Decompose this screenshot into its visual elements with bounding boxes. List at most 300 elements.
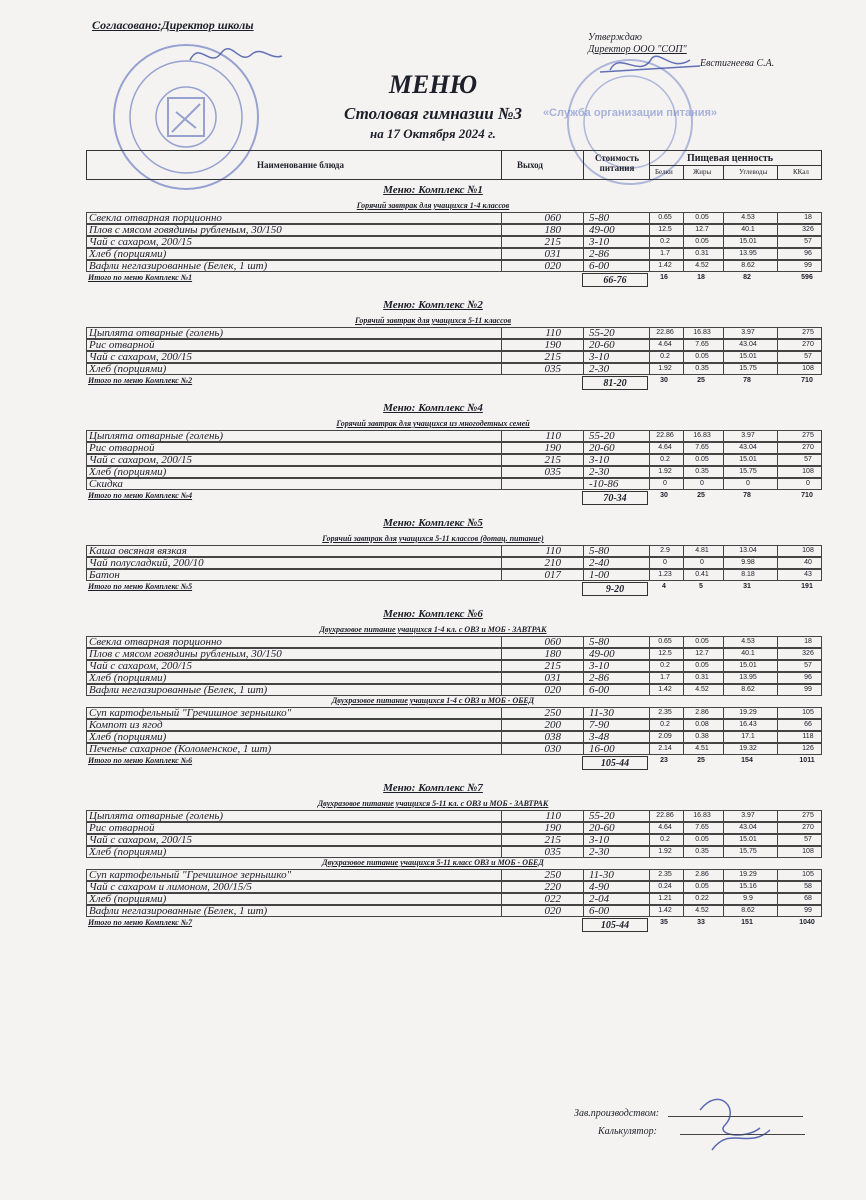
dish-carbs: 40.1 <box>741 226 755 233</box>
dish-protein: 0.24 <box>658 883 672 890</box>
dish-name: Скидка <box>89 478 123 490</box>
cell-divider <box>501 906 502 916</box>
dish-carbs: 19.29 <box>739 871 757 878</box>
dish-price: 20-60 <box>589 339 615 351</box>
dish-output: 017 <box>544 569 561 581</box>
dish-kcal: 270 <box>802 824 814 831</box>
dish-protein: 2.9 <box>660 547 670 554</box>
cell-divider <box>501 237 502 247</box>
dish-carbs: 8.62 <box>741 907 755 914</box>
dish-kcal: 105 <box>802 709 814 716</box>
dish-output: 215 <box>544 454 561 466</box>
dish-name: Плов с мясом говядины рубленым, 30/150 <box>89 648 282 660</box>
dish-price: 11-30 <box>589 707 614 719</box>
dish-row <box>86 869 822 881</box>
dish-fat: 12.7 <box>695 226 709 233</box>
dish-price: 4-90 <box>589 881 610 893</box>
dish-price: 55-20 <box>589 810 615 822</box>
dish-carbs: 15.16 <box>739 883 757 890</box>
dish-name: Чай с сахаром, 200/15 <box>89 454 192 466</box>
cell-divider <box>583 431 584 441</box>
dish-kcal: 108 <box>802 848 814 855</box>
dish-row <box>86 442 822 454</box>
dish-protein: 0.2 <box>660 456 670 463</box>
cell-divider <box>777 673 778 683</box>
cell-divider <box>777 649 778 659</box>
dish-kcal: 326 <box>802 650 814 657</box>
total-protein: 4 <box>662 583 666 590</box>
cell-divider <box>583 708 584 718</box>
total-carbs: 31 <box>743 583 751 590</box>
dish-carbs: 4.53 <box>741 638 755 645</box>
dish-kcal: 275 <box>802 329 814 336</box>
cell-divider <box>501 732 502 742</box>
dish-kcal: 18 <box>804 638 812 645</box>
dish-name: Цыплята отварные (голень) <box>89 810 224 822</box>
cell-divider <box>583 882 584 892</box>
dish-fat: 7.65 <box>695 824 709 831</box>
cell-divider <box>723 455 724 465</box>
dish-kcal: 57 <box>804 456 812 463</box>
cell-divider <box>777 455 778 465</box>
cell-divider <box>777 732 778 742</box>
cell-divider <box>777 708 778 718</box>
page-subtitle: Столовая гимназии №3 <box>343 104 523 123</box>
total-kcal: 191 <box>801 583 813 590</box>
cell-divider <box>777 847 778 857</box>
dish-price: 5-80 <box>589 636 610 648</box>
dish-carbs: 13.95 <box>739 674 757 681</box>
dish-protein: 22.86 <box>656 812 674 819</box>
dish-name: Батон <box>89 569 120 581</box>
dish-row <box>86 719 822 731</box>
cell-divider <box>723 249 724 259</box>
menu-total-row <box>86 273 822 287</box>
menu-total-label: Итого по меню Комплекс №4 <box>88 491 193 500</box>
dish-name: Хлеб (порциями) <box>89 846 167 858</box>
dish-carbs: 15.75 <box>739 848 757 855</box>
dish-kcal: 57 <box>804 353 812 360</box>
cell-divider <box>583 732 584 742</box>
dish-row <box>86 905 822 917</box>
cell-divider <box>501 823 502 833</box>
dish-protein: 2.09 <box>658 733 672 740</box>
menu-total-price: 9-20 <box>582 582 648 596</box>
cell-divider <box>777 744 778 754</box>
dish-name: Вафли неглазированные (Белек, 1 шт) <box>89 260 268 272</box>
dish-name: Чай с сахаром, 200/15 <box>89 236 192 248</box>
dish-name: Рис отварной <box>89 339 155 351</box>
dish-kcal: 99 <box>804 262 812 269</box>
cell-divider <box>777 870 778 880</box>
dish-kcal: 57 <box>804 836 812 843</box>
cell-divider <box>583 558 584 568</box>
group-title: Горячий завтрак для учащихся из многодетных семей <box>336 419 530 428</box>
cell-divider <box>583 467 584 477</box>
dish-fat: 16.83 <box>693 329 711 336</box>
dish-fat: 0.35 <box>695 468 709 475</box>
cell-divider <box>583 637 584 647</box>
dish-price: 2-40 <box>589 557 610 569</box>
cell-divider <box>723 661 724 671</box>
dish-price: 49-00 <box>589 648 615 660</box>
dish-kcal: 270 <box>802 444 814 451</box>
dish-kcal: 66 <box>804 721 812 728</box>
dish-carbs: 15.01 <box>739 456 757 463</box>
cell-divider <box>501 894 502 904</box>
dish-carbs: 15.01 <box>739 238 757 245</box>
cell-divider <box>777 237 778 247</box>
cell-divider <box>777 443 778 453</box>
cell-divider <box>501 225 502 235</box>
cell-divider <box>501 649 502 659</box>
cell-divider <box>723 894 724 904</box>
dish-row <box>86 672 822 684</box>
cell-divider <box>583 479 584 489</box>
menu-total-row <box>86 582 822 596</box>
total-fat: 33 <box>697 919 705 926</box>
dish-output: 031 <box>544 248 561 260</box>
dish-fat: 4.51 <box>695 745 709 752</box>
cell-divider <box>777 906 778 916</box>
dish-price: 7-90 <box>589 719 610 731</box>
dish-protein: 12.5 <box>658 650 672 657</box>
dish-protein: 1.92 <box>658 468 672 475</box>
dish-output: 180 <box>544 648 561 660</box>
dish-protein: 12.5 <box>658 226 672 233</box>
dish-fat: 0.05 <box>695 456 709 463</box>
total-carbs: 78 <box>743 492 751 499</box>
col-carbs: Углеводы <box>739 168 768 176</box>
dish-price: 55-20 <box>589 327 615 339</box>
total-fat: 25 <box>697 377 705 384</box>
cell-divider <box>583 225 584 235</box>
agreed-label: Согласовано:Директор школы <box>92 18 254 32</box>
dish-price: 2-86 <box>589 672 610 684</box>
dish-carbs: 40.1 <box>741 650 755 657</box>
cell-divider <box>777 811 778 821</box>
cell-divider <box>723 637 724 647</box>
cell-divider <box>583 835 584 845</box>
dish-output: 110 <box>545 430 561 442</box>
cell-divider <box>777 249 778 259</box>
dish-kcal: 18 <box>804 214 812 221</box>
cell-divider <box>501 431 502 441</box>
calculator-label: Калькулятор: <box>598 1126 657 1137</box>
dish-price: 3-48 <box>589 731 610 743</box>
cell-divider <box>723 847 724 857</box>
cell-divider <box>583 811 584 821</box>
cell-divider <box>583 364 584 374</box>
dish-price: 3-10 <box>589 351 610 363</box>
dish-protein: 0.2 <box>660 721 670 728</box>
cell-divider <box>501 455 502 465</box>
cell-divider <box>583 906 584 916</box>
cell-divider <box>501 558 502 568</box>
dish-row <box>86 557 822 569</box>
cell-divider <box>501 213 502 223</box>
dish-price: 20-60 <box>589 442 615 454</box>
cell-divider <box>777 352 778 362</box>
dish-kcal: 68 <box>804 895 812 902</box>
group-title: Двухразовое питание учащихся 5-11 класс ОВЗ и МОБ - ОБЕД <box>322 858 544 867</box>
cell-divider <box>777 261 778 271</box>
cell-divider <box>583 823 584 833</box>
dish-row <box>86 212 822 224</box>
dish-kcal: 96 <box>804 250 812 257</box>
dish-name: Компот из ягод <box>89 719 163 731</box>
cell-divider <box>583 546 584 556</box>
dish-protein: 0 <box>663 480 667 487</box>
menu-total-row <box>86 376 822 390</box>
dish-fat: 0.31 <box>695 674 709 681</box>
dish-carbs: 8.18 <box>741 571 755 578</box>
total-protein: 23 <box>660 757 668 764</box>
cell-divider <box>501 570 502 580</box>
cell-divider <box>723 708 724 718</box>
dish-price: 3-10 <box>589 660 610 672</box>
dish-name: Чай полусладкий, 200/10 <box>89 557 204 569</box>
menu-total-row <box>86 918 822 932</box>
menu-total-row <box>86 491 822 505</box>
dish-protein: 1.7 <box>660 674 670 681</box>
cell-divider <box>501 364 502 374</box>
total-protein: 30 <box>660 377 668 384</box>
cell-divider <box>583 894 584 904</box>
cell-divider <box>723 431 724 441</box>
cell-divider <box>777 894 778 904</box>
cell-divider <box>583 261 584 271</box>
menu-total-label: Итого по меню Комплекс №7 <box>88 918 193 927</box>
dish-protein: 1.42 <box>658 686 672 693</box>
dish-price: 6-00 <box>589 905 610 917</box>
cell-divider <box>583 570 584 580</box>
dish-carbs: 19.29 <box>739 709 757 716</box>
dish-name: Хлеб (порциями) <box>89 893 167 905</box>
cell-divider <box>723 225 724 235</box>
dish-name: Вафли неглазированные (Белек, 1 шт) <box>89 684 268 696</box>
dish-row <box>86 834 822 846</box>
dish-name: Каша овсяная вязкая <box>89 545 187 557</box>
cell-divider <box>583 847 584 857</box>
dish-protein: 0.65 <box>658 214 672 221</box>
dish-kcal: 108 <box>802 468 814 475</box>
col-nutrition: Пищевая ценность <box>687 153 774 164</box>
dish-protein: 2.35 <box>658 871 672 878</box>
dish-row <box>86 660 822 672</box>
total-kcal: 710 <box>801 492 813 499</box>
dish-fat: 0.05 <box>695 214 709 221</box>
dish-fat: 0 <box>700 480 704 487</box>
dish-row <box>86 260 822 272</box>
dish-protein: 22.86 <box>656 329 674 336</box>
total-protein: 35 <box>660 919 668 926</box>
cell-divider <box>723 213 724 223</box>
dish-carbs: 15.01 <box>739 353 757 360</box>
dish-row <box>86 846 822 858</box>
dish-carbs: 8.62 <box>741 686 755 693</box>
cell-divider <box>583 455 584 465</box>
col-output: Выход <box>517 160 543 170</box>
dish-output: 190 <box>544 339 561 351</box>
cell-divider <box>501 340 502 350</box>
dish-name: Цыплята отварные (голень) <box>89 327 224 339</box>
dish-name: Чай с сахаром, 200/15 <box>89 351 192 363</box>
dish-protein: 0.2 <box>660 662 670 669</box>
cell-divider <box>777 364 778 374</box>
total-carbs: 78 <box>743 377 751 384</box>
cell-divider <box>501 328 502 338</box>
cell-divider <box>777 570 778 580</box>
dish-output: 250 <box>544 869 561 881</box>
dish-protein: 22.86 <box>656 432 674 439</box>
dish-name: Суп картофельный "Гречишное зернышко" <box>89 869 292 881</box>
cell-divider <box>777 328 778 338</box>
dish-carbs: 19.32 <box>739 745 757 752</box>
group-title: Горячий завтрак для учащихся 1-4 классов <box>356 201 510 210</box>
approver-name: Евстигнеева С.А. <box>700 58 775 69</box>
cell-divider <box>723 732 724 742</box>
cell-divider <box>583 249 584 259</box>
cell-divider <box>501 720 502 730</box>
dish-kcal: 43 <box>804 571 812 578</box>
menu-title: Меню: Комплекс №5 <box>383 517 483 529</box>
dish-protein: 0.2 <box>660 238 670 245</box>
producer-signature-icon <box>700 1099 770 1150</box>
cell-divider <box>723 744 724 754</box>
cell-divider <box>723 570 724 580</box>
dish-price: 49-00 <box>589 224 615 236</box>
dish-output: 020 <box>544 684 561 696</box>
dish-fat: 0.05 <box>695 883 709 890</box>
group-title: Двухразовое питание учащихся 1-4 кл. с ОВЗ и МОБ - ЗАВТРАК <box>319 625 547 634</box>
dish-row <box>86 236 822 248</box>
dish-carbs: 9.98 <box>741 559 755 566</box>
cell-divider <box>501 708 502 718</box>
dish-carbs: 15.75 <box>739 365 757 372</box>
dish-fat: 16.83 <box>693 432 711 439</box>
menu-total-price: 105-44 <box>582 918 648 932</box>
dish-row <box>86 327 822 339</box>
dish-row <box>86 648 822 660</box>
dish-output: 110 <box>545 545 561 557</box>
menu-total-label: Итого по меню Комплекс №2 <box>88 376 193 385</box>
dish-name: Свекла отварная порционно <box>89 636 222 648</box>
cell-divider <box>777 685 778 695</box>
dish-kcal: 275 <box>802 432 814 439</box>
dish-fat: 0.05 <box>695 638 709 645</box>
approver-title: Директор ООО "СОП" <box>588 44 687 55</box>
cell-divider <box>501 467 502 477</box>
cell-divider <box>777 558 778 568</box>
dish-fat: 0.35 <box>695 848 709 855</box>
dish-price: 16-00 <box>589 743 615 755</box>
total-fat: 25 <box>697 492 705 499</box>
calculator-signature-line <box>680 1134 805 1135</box>
menu-total-price: 66-76 <box>582 273 648 287</box>
dish-price: 2-86 <box>589 248 610 260</box>
cell-divider <box>723 720 724 730</box>
dish-kcal: 58 <box>804 883 812 890</box>
cell-divider <box>583 328 584 338</box>
cell-divider <box>501 870 502 880</box>
dish-output: 035 <box>544 846 561 858</box>
cell-divider <box>777 340 778 350</box>
group-title: Горячий завтрак для учащихся 5-11 классов (дотац. питание) <box>322 534 544 543</box>
cell-divider <box>583 744 584 754</box>
dish-protein: 0.2 <box>660 353 670 360</box>
cell-divider <box>777 823 778 833</box>
dish-protein: 1.92 <box>658 848 672 855</box>
menu-date: на 17 Октября 2024 г. <box>370 126 496 141</box>
menu-total-row <box>86 756 822 770</box>
menu-title: Меню: Комплекс №2 <box>383 299 483 311</box>
dish-protein: 4.64 <box>658 444 672 451</box>
dish-fat: 0.41 <box>695 571 709 578</box>
dish-output: 035 <box>544 363 561 375</box>
cell-divider <box>723 479 724 489</box>
total-kcal: 1011 <box>799 757 815 764</box>
cell-divider <box>777 213 778 223</box>
menu-total-price: 70-34 <box>582 491 648 505</box>
dish-row <box>86 684 822 696</box>
dish-carbs: 8.62 <box>741 262 755 269</box>
page-title: МЕНЮ <box>388 70 478 99</box>
dish-name: Вафли неглазированные (Белек, 1 шт) <box>89 905 268 917</box>
dish-fat: 0.05 <box>695 353 709 360</box>
dish-kcal: 105 <box>802 871 814 878</box>
company-stamp-text: «Служба организации питания» <box>542 107 718 119</box>
menu-total-price: 81-20 <box>582 376 648 390</box>
dish-name: Цыплята отварные (голень) <box>89 430 224 442</box>
cell-divider <box>723 558 724 568</box>
cell-divider <box>723 870 724 880</box>
cell-divider <box>501 685 502 695</box>
dish-fat: 0 <box>700 559 704 566</box>
dish-kcal: 0 <box>806 480 810 487</box>
cell-divider <box>723 546 724 556</box>
dish-price: 6-00 <box>589 260 610 272</box>
cell-divider <box>583 213 584 223</box>
cell-divider <box>777 431 778 441</box>
dish-price: 2-30 <box>589 846 610 858</box>
dish-kcal: 118 <box>802 733 814 740</box>
cell-divider <box>583 649 584 659</box>
cell-divider <box>501 637 502 647</box>
cell-divider <box>583 685 584 695</box>
cell-divider <box>777 225 778 235</box>
dish-carbs: 43.04 <box>739 824 757 831</box>
dish-name: Печенье сахарное (Коломенское, 1 шт) <box>89 743 272 755</box>
dish-kcal: 270 <box>802 341 814 348</box>
total-carbs: 151 <box>741 919 753 926</box>
dish-price: 5-80 <box>589 212 610 224</box>
cell-divider <box>583 352 584 362</box>
dish-protein: 1.21 <box>658 895 672 902</box>
dish-kcal: 99 <box>804 686 812 693</box>
dish-kcal: 326 <box>802 226 814 233</box>
dish-protein: 0 <box>663 559 667 566</box>
cell-divider <box>723 352 724 362</box>
dish-row <box>86 731 822 743</box>
cell-divider <box>723 673 724 683</box>
cell-divider <box>583 443 584 453</box>
cell-divider <box>583 673 584 683</box>
dish-output: 035 <box>544 466 561 478</box>
dish-protein: 0.2 <box>660 836 670 843</box>
dish-fat: 0.38 <box>695 733 709 740</box>
dish-row <box>86 224 822 236</box>
